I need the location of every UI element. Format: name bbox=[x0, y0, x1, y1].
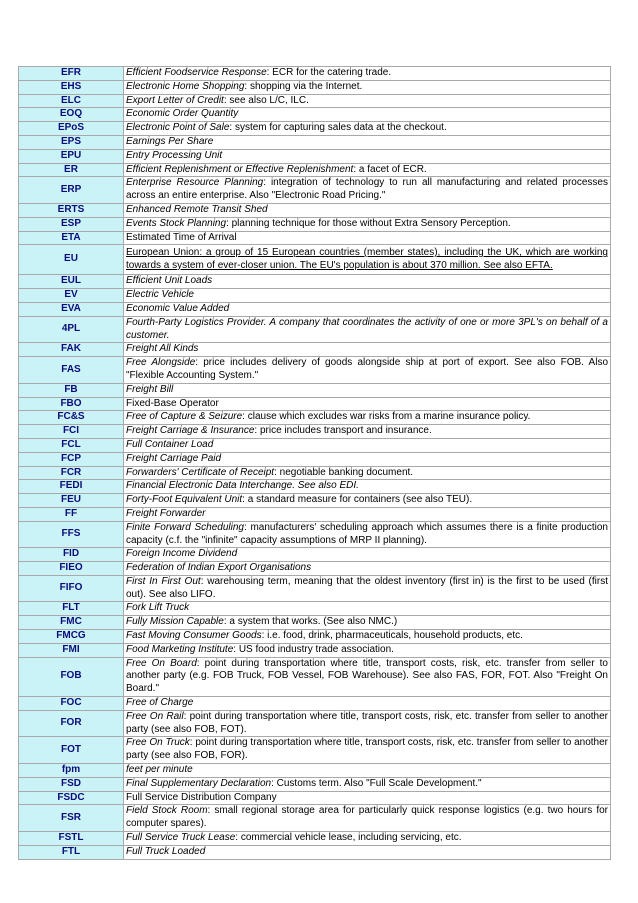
term-name: Free Alongside bbox=[126, 357, 196, 369]
term-definition: : point during transportation where title, transport costs, risk, etc. transfer from seller to another party (e.g. FOB Truck, FOB Vessel, FOB Warehouse). See also FAS, FOR, FOT. Also "Freight On Board." bbox=[126, 657, 608, 695]
abbreviation-cell: FSDC bbox=[19, 791, 124, 805]
term-name: Entry Processing Unit bbox=[126, 149, 223, 161]
glossary-row bbox=[19, 697, 611, 711]
glossary-row bbox=[19, 67, 611, 81]
term-name: Foreign Income Dividend bbox=[126, 548, 238, 560]
term-name: Fully Mission Capable bbox=[126, 616, 224, 628]
abbreviation-cell: FLT bbox=[19, 602, 124, 616]
glossary-row bbox=[19, 411, 611, 425]
term-name: Electronic Point of Sale bbox=[126, 122, 230, 134]
definition-cell bbox=[124, 316, 611, 343]
term-definition: : US food industry trade association. bbox=[233, 643, 394, 655]
definition-cell bbox=[124, 122, 611, 136]
term-name: Freight Bill bbox=[126, 383, 174, 395]
term-name: Full Service Truck Lease bbox=[126, 832, 236, 844]
abbreviation-cell: ERP bbox=[19, 177, 124, 204]
term-definition: : price includes transport and insurance. bbox=[254, 425, 432, 437]
glossary-row bbox=[19, 616, 611, 630]
term-name: Forty-Foot Equivalent Unit bbox=[126, 494, 243, 506]
term-name: Free On Rail bbox=[126, 710, 184, 722]
abbreviation-cell: EPS bbox=[19, 135, 124, 149]
glossary-row bbox=[19, 494, 611, 508]
glossary-row bbox=[19, 521, 611, 548]
abbreviation-cell: ESP bbox=[19, 217, 124, 231]
abbreviation-cell: FOR bbox=[19, 710, 124, 737]
term-definition: : negotiable banking document. bbox=[274, 466, 414, 478]
definition-cell bbox=[124, 832, 611, 846]
abbreviation-cell: FID bbox=[19, 548, 124, 562]
glossary-row bbox=[19, 203, 611, 217]
glossary-row bbox=[19, 805, 611, 832]
definition-cell bbox=[124, 805, 611, 832]
term-definition: : warehousing term, meaning that the oldest inventory (first in) is the first to be used (first out). See also LIFO. bbox=[126, 575, 608, 600]
glossary-row bbox=[19, 397, 611, 411]
abbreviation-cell: FIFO bbox=[19, 575, 124, 602]
definition-cell bbox=[124, 494, 611, 508]
glossary-row bbox=[19, 657, 611, 696]
glossary-row bbox=[19, 245, 611, 275]
term-definition: : system for capturing sales data at the checkout. bbox=[229, 122, 447, 134]
term-definition: : manufacturers' scheduling approach which assumes there is a finite production capacity (c.f. the "infinite" capacity assumptions of MRP II planning). bbox=[126, 521, 608, 546]
glossary-row bbox=[19, 149, 611, 163]
abbreviation-cell: EPoS bbox=[19, 122, 124, 136]
glossary-row bbox=[19, 302, 611, 316]
definition-cell bbox=[124, 777, 611, 791]
term-definition: European Union: a group of 15 European countries (member states), including the UK, which are working towards a system of ever-closer union. The EU's population is about 370 million. See also EFTA. bbox=[126, 247, 608, 271]
term-name: Electric Vehicle bbox=[126, 289, 194, 301]
definition-cell bbox=[124, 452, 611, 466]
glossary-row bbox=[19, 231, 611, 245]
glossary-row bbox=[19, 108, 611, 122]
glossary-row bbox=[19, 764, 611, 778]
glossary-row bbox=[19, 466, 611, 480]
definition-cell bbox=[124, 302, 611, 316]
glossary-row bbox=[19, 845, 611, 859]
abbreviation-cell: ETA bbox=[19, 231, 124, 245]
abbreviation-cell: fpm bbox=[19, 764, 124, 778]
glossary-row bbox=[19, 316, 611, 343]
definition-cell bbox=[124, 80, 611, 94]
abbreviation-cell: FSD bbox=[19, 777, 124, 791]
glossary-row bbox=[19, 80, 611, 94]
term-name: Full Container Load bbox=[126, 438, 214, 450]
term-definition: : point during transportation where title, transport costs, risk, etc. transfer from seller to another party (see also FOB, FOR). bbox=[126, 737, 609, 762]
definition-cell bbox=[124, 163, 611, 177]
term-name: Economic Value Added bbox=[126, 302, 230, 314]
term-name: Enhanced Remote Transit Shed bbox=[126, 203, 268, 215]
definition-cell bbox=[124, 108, 611, 122]
glossary-row bbox=[19, 289, 611, 303]
definition-cell bbox=[124, 616, 611, 630]
definition-cell bbox=[124, 630, 611, 644]
definition-cell bbox=[124, 149, 611, 163]
term-definition: : Customs term. Also "Full Scale Development." bbox=[271, 777, 482, 789]
glossary-row bbox=[19, 832, 611, 846]
term-definition: : a system that works. (See also NMC.) bbox=[223, 616, 398, 628]
definition-cell bbox=[124, 203, 611, 217]
term-name: First In First Out bbox=[126, 575, 201, 587]
abbreviation-cell: FSR bbox=[19, 805, 124, 832]
abbreviation-cell: EU bbox=[19, 245, 124, 275]
abbreviation-cell: FCI bbox=[19, 425, 124, 439]
glossary-row bbox=[19, 507, 611, 521]
term-name: Fork Lift Truck bbox=[126, 602, 190, 614]
glossary-row bbox=[19, 357, 611, 384]
term-definition: : a standard measure for containers (see also TEU). bbox=[242, 494, 473, 506]
abbreviation-cell: FMI bbox=[19, 643, 124, 657]
glossary-row bbox=[19, 425, 611, 439]
abbreviation-cell: FCL bbox=[19, 438, 124, 452]
glossary-row bbox=[19, 777, 611, 791]
definition-cell bbox=[124, 289, 611, 303]
term-definition: : see also L/C, ILC. bbox=[223, 94, 309, 106]
term-name: Free of Capture & Seizure bbox=[126, 411, 243, 423]
term-name: Forwarders' Certificate of Receipt bbox=[126, 466, 275, 478]
glossary-row bbox=[19, 94, 611, 108]
glossary-row bbox=[19, 602, 611, 616]
term-name: Freight Carriage & Insurance bbox=[126, 425, 255, 437]
abbreviation-cell: FOT bbox=[19, 737, 124, 764]
definition-cell bbox=[124, 548, 611, 562]
term-name: Efficient Replenishment or Effective Replenishment bbox=[126, 163, 354, 175]
glossary-row bbox=[19, 135, 611, 149]
term-name: Fast Moving Consumer Goods bbox=[126, 630, 262, 642]
term-definition: Financial Electronic Data Interchange. See also EDI. bbox=[126, 480, 359, 492]
definition-cell bbox=[124, 562, 611, 576]
definition-cell bbox=[124, 357, 611, 384]
glossary-row bbox=[19, 630, 611, 644]
term-definition: : price includes delivery of goods alongside ship at port of export. See also FOB. Also "Flexible Accounting System." bbox=[126, 357, 609, 381]
abbreviation-cell: ERTS bbox=[19, 203, 124, 217]
glossary-row bbox=[19, 737, 611, 764]
glossary-row bbox=[19, 548, 611, 562]
abbreviation-cell: FMCG bbox=[19, 630, 124, 644]
abbreviation-cell: EV bbox=[19, 289, 124, 303]
glossary-row bbox=[19, 562, 611, 576]
glossary-row bbox=[19, 383, 611, 397]
term-definition: : point during transportation where title, transport costs, risk, etc. transfer from seller to another party (see also FOB, FOT). bbox=[126, 710, 608, 735]
definition-cell bbox=[124, 791, 611, 805]
term-name: Freight Forwarder bbox=[126, 507, 206, 519]
abbreviation-cell: FFS bbox=[19, 521, 124, 548]
abbreviation-cell: ELC bbox=[19, 94, 124, 108]
term-name: Field Stock Room bbox=[126, 805, 208, 817]
definition-cell bbox=[124, 466, 611, 480]
abbreviation-cell: FEDI bbox=[19, 480, 124, 494]
term-name: Final Supplementary Declaration bbox=[126, 777, 272, 789]
definition-cell bbox=[124, 425, 611, 439]
definition-cell bbox=[124, 217, 611, 231]
definition-cell bbox=[124, 231, 611, 245]
glossary-row bbox=[19, 343, 611, 357]
abbreviation-cell: EUL bbox=[19, 275, 124, 289]
glossary-rows bbox=[19, 67, 611, 860]
definition-cell bbox=[124, 710, 611, 737]
definition-cell bbox=[124, 411, 611, 425]
term-definition: Fixed-Base Operator bbox=[126, 397, 219, 409]
abbreviation-cell: FIEO bbox=[19, 562, 124, 576]
glossary-row bbox=[19, 575, 611, 602]
glossary-row bbox=[19, 275, 611, 289]
term-definition: : commercial vehicle lease, including servicing, etc. bbox=[235, 832, 462, 844]
term-name: Economic Order Quantity bbox=[126, 108, 239, 120]
term-definition: Estimated Time of Arrival bbox=[126, 231, 237, 243]
term-name: Food Marketing Institute bbox=[126, 643, 234, 655]
glossary-row bbox=[19, 438, 611, 452]
definition-cell bbox=[124, 845, 611, 859]
definition-cell bbox=[124, 521, 611, 548]
term-name: Federation of Indian Export Organisations bbox=[126, 562, 312, 574]
glossary-row bbox=[19, 710, 611, 737]
term-name: Freight All Kinds bbox=[126, 343, 199, 355]
glossary-row bbox=[19, 480, 611, 494]
term-name: Efficient Foodservice Response bbox=[126, 67, 267, 78]
definition-cell bbox=[124, 135, 611, 149]
definition-cell bbox=[124, 397, 611, 411]
abbreviation-cell: FC&S bbox=[19, 411, 124, 425]
definition-cell bbox=[124, 383, 611, 397]
definition-cell bbox=[124, 177, 611, 204]
term-definition: : ECR for the catering trade. bbox=[266, 67, 392, 78]
definition-cell bbox=[124, 343, 611, 357]
glossary-row bbox=[19, 122, 611, 136]
definition-cell bbox=[124, 643, 611, 657]
definition-cell bbox=[124, 275, 611, 289]
abbreviation-cell: FSTL bbox=[19, 832, 124, 846]
definition-cell bbox=[124, 94, 611, 108]
glossary-row bbox=[19, 452, 611, 466]
term-definition: : small regional storage area for particularly quick response logistics (e.g. two hours for computer spares). bbox=[126, 805, 608, 830]
glossary-table bbox=[18, 66, 611, 860]
definition-cell bbox=[124, 657, 611, 696]
term-definition: : a facet of ECR. bbox=[353, 163, 427, 175]
abbreviation-cell: EOQ bbox=[19, 108, 124, 122]
term-definition: : integration of technology to run all manufacturing and related processes across an entire enterprise. Also "Electronic Road Pricing." bbox=[126, 177, 608, 202]
glossary-sheet bbox=[18, 66, 610, 860]
abbreviation-cell: FCP bbox=[19, 452, 124, 466]
definition-cell bbox=[124, 480, 611, 494]
term-definition: Fourth-Party Logistics Provider. A company that coordinates the activity of one or more 3PL's on behalf of a customer. bbox=[126, 316, 608, 341]
abbreviation-cell: FCR bbox=[19, 466, 124, 480]
abbreviation-cell: FTL bbox=[19, 845, 124, 859]
abbreviation-cell: EPU bbox=[19, 149, 124, 163]
term-name: Electronic Home Shopping bbox=[126, 80, 245, 92]
abbreviation-cell: FOB bbox=[19, 657, 124, 696]
term-definition: : planning technique for those without Extra Sensory Perception. bbox=[226, 217, 511, 229]
term-name: Full Truck Loaded bbox=[126, 845, 206, 857]
abbreviation-cell: EHS bbox=[19, 80, 124, 94]
term-definition: Full Service Distribution Company bbox=[126, 791, 277, 803]
abbreviation-cell: FBO bbox=[19, 397, 124, 411]
definition-cell bbox=[124, 602, 611, 616]
abbreviation-cell: FAK bbox=[19, 343, 124, 357]
term-name: Efficient Unit Loads bbox=[126, 275, 213, 287]
term-name: Free On Truck bbox=[126, 737, 190, 749]
abbreviation-cell: EFR bbox=[19, 67, 124, 81]
abbreviation-cell: 4PL bbox=[19, 316, 124, 343]
definition-cell bbox=[124, 245, 611, 275]
term-definition: : i.e. food, drink, pharmaceuticals, household products, etc. bbox=[261, 630, 523, 642]
abbreviation-cell: FF bbox=[19, 507, 124, 521]
glossary-row bbox=[19, 791, 611, 805]
definition-cell bbox=[124, 438, 611, 452]
abbreviation-cell: FEU bbox=[19, 494, 124, 508]
term-definition: : clause which excludes war risks from a marine insurance policy. bbox=[242, 411, 531, 423]
definition-cell bbox=[124, 697, 611, 711]
abbreviation-cell: FAS bbox=[19, 357, 124, 384]
glossary-row bbox=[19, 163, 611, 177]
definition-cell bbox=[124, 764, 611, 778]
term-name: Enterprise Resource Planning bbox=[126, 177, 264, 189]
abbreviation-cell: ER bbox=[19, 163, 124, 177]
term-name: feet per minute bbox=[126, 764, 193, 776]
glossary-row bbox=[19, 643, 611, 657]
term-name: Finite Forward Scheduling bbox=[126, 521, 244, 533]
definition-cell bbox=[124, 737, 611, 764]
term-name: Export Letter of Credit bbox=[126, 94, 224, 106]
term-name: Free On Board bbox=[126, 657, 197, 669]
term-definition: : shopping via the Internet. bbox=[244, 80, 363, 92]
term-name: Events Stock Planning bbox=[126, 217, 227, 229]
term-name: Earnings Per Share bbox=[126, 135, 214, 147]
term-name: Free of Charge bbox=[126, 697, 194, 709]
abbreviation-cell: FOC bbox=[19, 697, 124, 711]
abbreviation-cell: FMC bbox=[19, 616, 124, 630]
definition-cell bbox=[124, 67, 611, 81]
glossary-row bbox=[19, 177, 611, 204]
definition-cell bbox=[124, 575, 611, 602]
abbreviation-cell: EVA bbox=[19, 302, 124, 316]
glossary-row bbox=[19, 217, 611, 231]
definition-cell bbox=[124, 507, 611, 521]
abbreviation-cell: FB bbox=[19, 383, 124, 397]
term-name: Freight Carriage Paid bbox=[126, 452, 222, 464]
